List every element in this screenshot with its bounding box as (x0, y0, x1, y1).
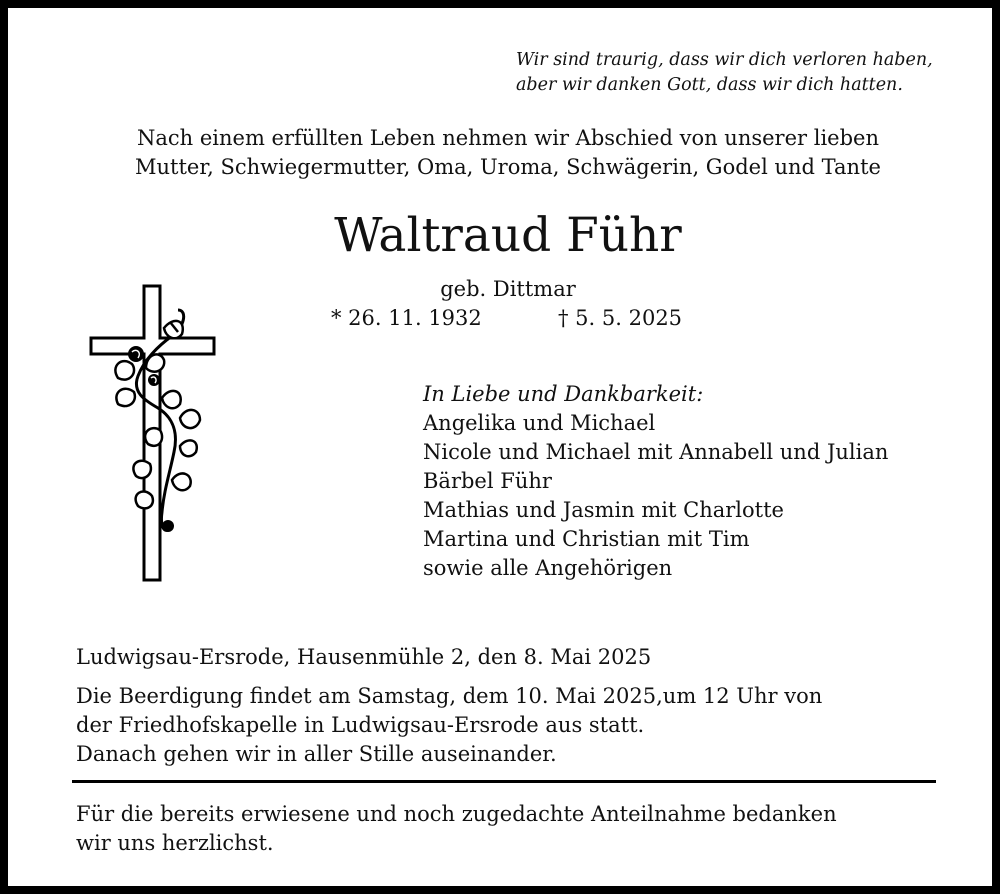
birth-name: geb. Dittmar (440, 277, 576, 301)
funeral-line: Danach gehen wir in aller Stille auseinander. (76, 742, 557, 766)
death-date: † 5. 5. 2025 (558, 306, 683, 330)
mourner-line: Nicole und Michael mit Annabell und Julian (423, 440, 889, 464)
birth-date: * 26. 11. 1932 (331, 306, 482, 330)
intro-line: Nach einem erfüllten Leben nehmen wir Abschied von unserer lieben (136, 126, 879, 150)
thanks-line: wir uns herzlichst. (76, 831, 274, 855)
quote-line: aber wir danken Gott, dass wir dich hatten. (516, 75, 903, 95)
funeral-line: Die Beerdigung findet am Samstag, dem 10. Mai 2025,um 12 Uhr von (76, 684, 823, 708)
funeral-line: der Friedhofskapelle in Ludwigsau-Ersrode aus statt. (76, 713, 645, 737)
mourner-line: Mathias und Jasmin mit Charlotte (423, 498, 784, 522)
mourner-line: Martina und Christian mit Tim (423, 527, 750, 551)
mourner-line: Angelika und Michael (423, 411, 656, 435)
quote-line: Wir sind traurig, dass wir dich verloren haben, (516, 50, 933, 70)
funeral-details (76, 682, 956, 769)
mourners-list (423, 380, 983, 583)
deceased-name: Waltraud Führ (334, 208, 682, 263)
intro-line: Mutter, Schwiegermutter, Oma, Uroma, Schwägerin, Godel und Tante (135, 155, 881, 179)
memorial-quote (516, 48, 956, 98)
intro-text (48, 124, 968, 182)
place-and-date: Ludwigsau-Ersrode, Hausenmühle 2, den 8. Mai 2025 (76, 645, 652, 669)
thanks-text (76, 800, 956, 858)
thanks-line: Für die bereits erwiesene und noch zugedachte Anteilnahme bedanken (76, 802, 837, 826)
divider-line (72, 780, 936, 783)
mourner-line: sowie alle Angehörigen (423, 556, 673, 580)
mourners-heading: In Liebe und Dankbarkeit: (423, 382, 704, 406)
mourner-line: Bärbel Führ (423, 469, 552, 493)
cross-with-roses-icon (88, 280, 218, 585)
